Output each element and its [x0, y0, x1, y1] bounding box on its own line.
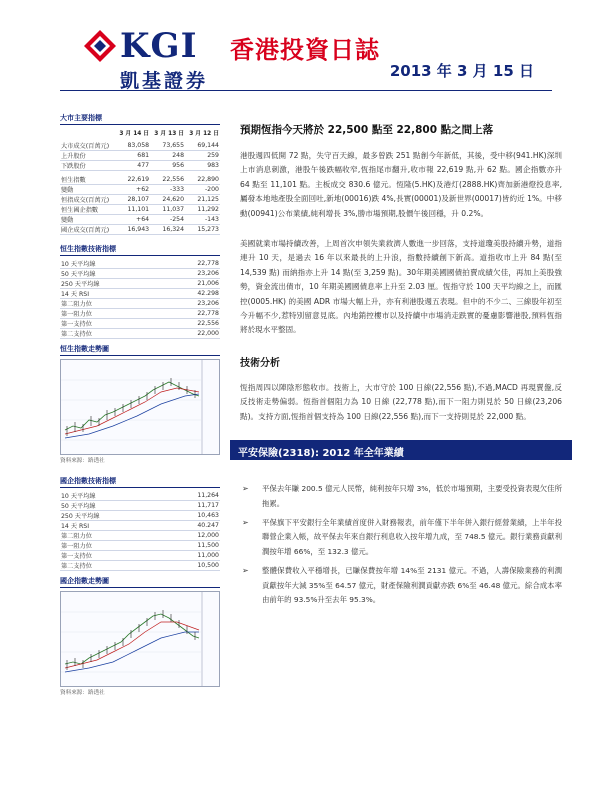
us-market-paragraph: 美國就業市場持續改善，上周首次申領失業救濟人數進一步回落，支持道瓊美股持續升勢，道指連升 10 天，是過去 16 年以來最長的上升浪，指數持續創下新高。道指收市上升 84 點(至 14,539 點) 而納指亦上升 14 點(至 3,259 點)。30年期美國國債拍賣成績欠佳，再加上美股強勢，資金流出債市，10 年期美國國債息率上升至 2.03 厘。恆指守於 100 天平均線之上，而匯控(0005.HK) 的美國 ADR 市場大幅上升，亦有利港股週五表現。但中的不少二、三線股年初至今升幅不少,惹特別留意見底。內地銷控樓市以及持續中市場消走跌實的憂慮影響港股,預料恆指將於現水平整固。: [240, 239, 562, 335]
hscei-chart-source: 資料來源：路透社: [60, 689, 105, 696]
table-row: 第一阻力位 22,778: [61, 309, 219, 318]
list-item: ➢ 平保去年賺 200.5 億元人民幣，純利按年只增 3%，低於市場預期，主要受投資表現欠佳所拖累。: [242, 484, 562, 508]
table-row: 變動 +64 -254 -143: [61, 215, 219, 224]
hsi-chart-source: 資料來源：路透社: [60, 457, 105, 464]
table-row: 14 天 RSI 42.298: [61, 289, 219, 298]
logo-chinese-name: 凱基證券: [120, 70, 209, 92]
page-title: 香港投資日誌: [230, 36, 380, 64]
hscei-tech-table: [60, 491, 220, 571]
technical-analysis-heading: 技術分析: [240, 357, 280, 369]
arrow-bullet-icon: ➢: [242, 517, 249, 527]
table-row: 恒生指數 22,619 22,556 22,890: [61, 175, 219, 184]
col-header: 3 月 14 日: [119, 131, 150, 137]
market-summary-paragraph: 港股週四低開 72 點，失守百天線，最多曾跌 251 點創今年新低，其後，受中移(941.HK)深圳上市消息刺激，港股午後跌幅收窄,恆指尾市翻升,收市報 22,619 點,升 62 點。國企指數亦升 64 點至 11,101 點。主板成交 830.6 億元。恆隆(5.HK)及港灯(2888.HK)齊加新港燈投息率,屬發本地地產股全面回吐,新地(00016)跌 4%,長實(00001)及新世界(00017)皆約近 1%。中移動(00941)公布業績,純利增長 3%,勝市場預期,股價午後回穩，升 0.2%。: [240, 151, 562, 218]
arrow-bullet-icon: ➢: [242, 566, 249, 576]
hsi-chart-image: [60, 359, 220, 455]
table-row: 第二支持位 10,500: [61, 561, 219, 570]
company-section-banner: 平安保險(2318): 2012 年全年業績: [230, 440, 572, 460]
table-row: 250 天平均線 10,463: [61, 511, 219, 520]
hscei-tech-title: 國企指數技術指標: [60, 476, 220, 488]
hsi-chart-title: 恒生指數走勢圖: [60, 344, 220, 356]
hsi-tech-title: 恒生指數技術指標: [60, 244, 220, 256]
list-item: ➢ 平保旗下平安銀行全年業績首度併入財務報表，前年僅下半年併入銀行經營業績，上半年投聯營企業入帳，故平保去年來自銀行利息收入按年增九成，至 748.5 億元。銀行業務貢獻利潤按年增 66%，至 132.3 億元。: [242, 517, 562, 556]
market-table-header: [60, 128, 220, 137]
hscei-chart-title: 國企指數走勢圖: [60, 576, 220, 588]
left-sidebar: [60, 113, 220, 696]
table-row: 恒生國企指數 11,101 11,037 11,292: [61, 205, 219, 214]
company-bullet-list: [240, 482, 562, 607]
hsi-chart-graphic: [61, 360, 219, 454]
arrow-bullet-icon: ➢: [242, 484, 249, 494]
table-row: 10 天平均線 22,778: [61, 259, 219, 268]
main-article: [240, 122, 562, 612]
header-divider: [60, 90, 552, 91]
table-row: 10 天平均線 11,264: [61, 491, 219, 500]
technical-analysis-paragraph: 恆指周四以陣陰形態收市。技術上，大市守於 100 日線(22,556 點),不過,MACD 再現賣盤,反反技術走勢偏弱。恆指首個阻力為 10 日線 (22,778 點),而下一阻力則見於 50 日線(23,206 點)。支持方面,恆指首個支持為 100 日線(22,556 點),而下一支持則見於 22,000 點。: [240, 382, 562, 421]
market-indicators-table: [60, 128, 220, 235]
table-row: 大市成交(百萬元) 83,058 73,655 69,144: [61, 142, 219, 150]
table-row: 14 天 RSI 40.247: [61, 521, 219, 530]
table-row: 第一支持位 11,000: [61, 551, 219, 560]
kgi-logo: [84, 26, 214, 90]
hscei-chart-image: [60, 591, 220, 687]
table-row: 變動 +62 -333 -200: [61, 185, 219, 194]
col-header: 3 月 13 日: [154, 131, 185, 137]
hsi-tech-table: [60, 259, 220, 339]
table-row: 50 天平均線 11,717: [61, 501, 219, 510]
table-row: 第一阻力位 11,500: [61, 541, 219, 550]
article-headline: 預期恆指今天將於 22,500 點至 22,800 點之間上落: [240, 124, 494, 136]
table-row: 恒指成交(百萬元) 28,107 24,620 21,125: [61, 195, 219, 204]
table-row: 下跌股份 477 956 983: [61, 162, 219, 170]
table-row: 第一支持位 22,556: [61, 319, 219, 328]
table-row: 國企成交(百萬元) 16,943 16,324 15,273: [61, 225, 219, 234]
table-row: 第二支持位 22,000: [61, 329, 219, 338]
table-row: 250 天平均線 21,006: [61, 279, 219, 288]
table-row: 第二阻力位 12,000: [61, 531, 219, 540]
report-date: 2013 年 3 月 15 日: [389, 62, 534, 80]
table-row: 50 天平均線 23,206: [61, 269, 219, 278]
col-header: 3 月 12 日: [189, 131, 219, 137]
hscei-chart-graphic: [61, 592, 219, 686]
table-row: 第二阻力位 23,206: [61, 299, 219, 308]
logo-text: KGI: [120, 26, 198, 66]
market-table-title: 大市主要指標: [60, 113, 220, 125]
kgi-diamond-icon: [84, 30, 116, 62]
table-row: 上升股份 681 248 259: [61, 152, 219, 160]
list-item: ➢ 整體保費收入平穩增長，已賺保費按年增 14%至 2131 億元。不過，人壽保險業務的利潤貢獻按年大減 35%至 64.57 億元，財產保險利潤貢獻亦跌 6%至 46.48 億元。綜合成本率由前年的 93.5%升至去年 95.3%。: [242, 566, 562, 604]
